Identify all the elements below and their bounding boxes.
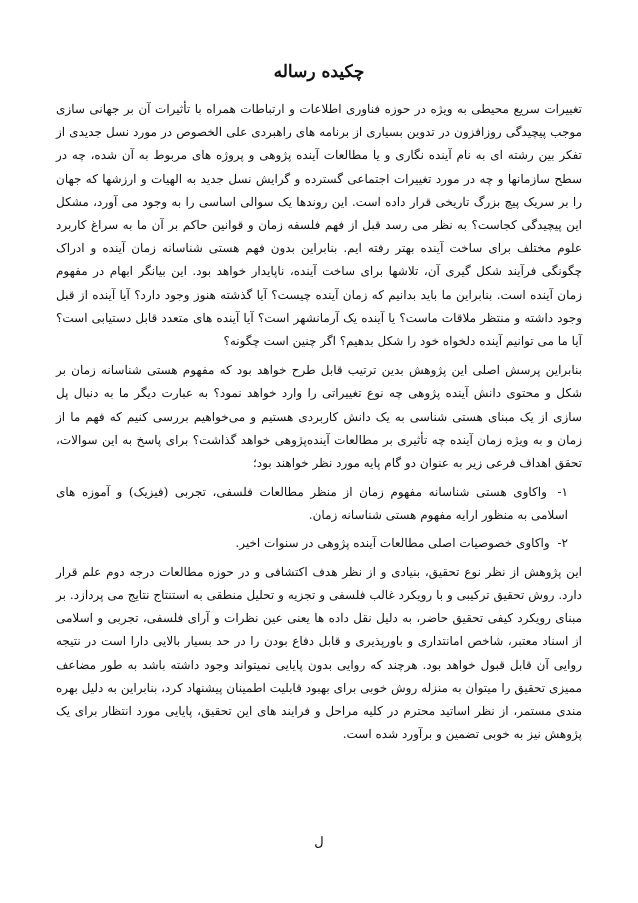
page-title: چکیده رساله xyxy=(273,62,365,82)
list-item-text: واکاوی خصوصیات اصلی مطالعات آینده پژوهی در سنوات اخیر. xyxy=(235,535,550,550)
list-item-number: ۱- xyxy=(557,485,568,500)
paragraph-1: تغییرات سریع محیطی به ویژه در حوزه فناوری اطلاعات و ارتباطات همراه با تأثیرات آن بر جهانی سازی موجب پیچیدگی روزافزون در تدوین بسیاری از برنامه های راهبردی علی الخصوص در مورد نسل جدیدی از تفکر بین رشته ای به نام آینده نگاری و یا مطالعات آینده پژوهی و پروژه های مربوط به آن شده، چه در سطح سازمانها و چه در مورد تغییرات اجتماعی گسترده و گرایش نسل جدید به الهیات و ارزشها که جهان را بر سریک پیچ بزرگ تاریخی قرار داده است. این روندها یک سوالی اساسی را به وجود می آورد، مشکل این پیچیدگی کجاست؟ به نظر می رسد قبل از فهم فلسفه زمان و قوانین حاکم بر آن ما به سراغ کاربرد علوم مختلف برای ساخت آینده بهتر رفته ایم. بنابراین بدون فهم هستی شناسانه زمان آینده و ادراک چگونگی فرآیند شکل گیری آن، تلاشها برای ساخت آینده، ناپایدار خواهد بود. این بیانگر ابهام در مفهوم زمان آینده است. بنابراین ما باید بدانیم که زمان آینده چیست؟ آیا گذشته هنوز وجود دارد؟ آیا آینده از قبل وجود داشته و منتظر ملاقات ماست؟ یا آینده یک آرمانشهر است؟ آیا آینده های متعدد قابل دستیابی است؟ آیا ما می توانیم آینده دلخواه خود را شکل بدهیم؟ اگر چنین است چگونه؟ xyxy=(56,102,582,349)
objectives-list xyxy=(56,481,582,555)
page-number: ل xyxy=(314,835,324,850)
list-item xyxy=(56,481,582,527)
paragraph-3: این پژوهش از نظر نوع تحقیق، بنیادی و از نظر هدف اکتشافی و در حوزه مطالعات درجه دوم علم قرار دارد. روش تحقیق ترکیبی و با رویکرد غالب فلسفی و تجزیه و تحلیل منطقی به استنتاج نتایج می پردازد. بر مبنای رویکرد کیفی تحقیق حاضر، به دلیل نقل داده ها یعنی عین نظرات و آرای فلسفی، تجربی و اسلامی از اسناد معتبر، شاخص امانتداری و باورپذیری و قابل دفاع بودن را در حد بسیار بالایی دارا است در نتیجه روایی آن قابل قبول خواهد بود. هرچند که روایی بدون پایایی نمیتواند وجود داشته باشد به طور مضاعف ممیزی تحقیق را میتوان به منزله روش خوبی برای بهبود قابلیت اطمینان پیشنهاد کرد، بنابراین به دلیل بهره مندی مستمر، از نظر اساتید محترم در کلیه مراحل و فرایند های این تحقیق، پایایی مورد انتظار برای یک پژوهش نیز به خوبی تضمین و برآورد شده است. xyxy=(56,564,583,742)
list-item-text: واکاوی هستی شناسانه مفهوم زمان از منظر مطالعات فلسفی، تجربی (فیزیک) و آموزه های اسلامی به منظور ارایه مفهوم هستی شناسانه زمان. xyxy=(56,485,568,523)
list-item-number: ۲- xyxy=(557,535,568,550)
paragraph-2: بنابراین پرسش اصلی این پژوهش بدین ترتیب قابل طرح خواهد بود که مفهوم هستی شناسانه زمان بر شکل و محتوی دانش آینده پژوهی چه نوع تغییراتی را وارد خواهد نمود؟ به عبارت دیگر ما به دنبال پل سازی از یک مبنای هستی شناسی به یک دانش کاربردی هستیم و می‌خواهیم بررسی کنیم که فهم ما از زمان و به ویژه زمان آینده چه تأثیری بر مطالعات آینده‌پژوهی خواهد گذاشت؟ برای پاسخ به این سوالات، تحقق اهداف فرعی زیر به عنوان دو گام پایه مورد نظر خواهند بود؛ xyxy=(56,363,582,471)
list-item xyxy=(56,532,582,555)
abstract-body xyxy=(56,98,582,746)
